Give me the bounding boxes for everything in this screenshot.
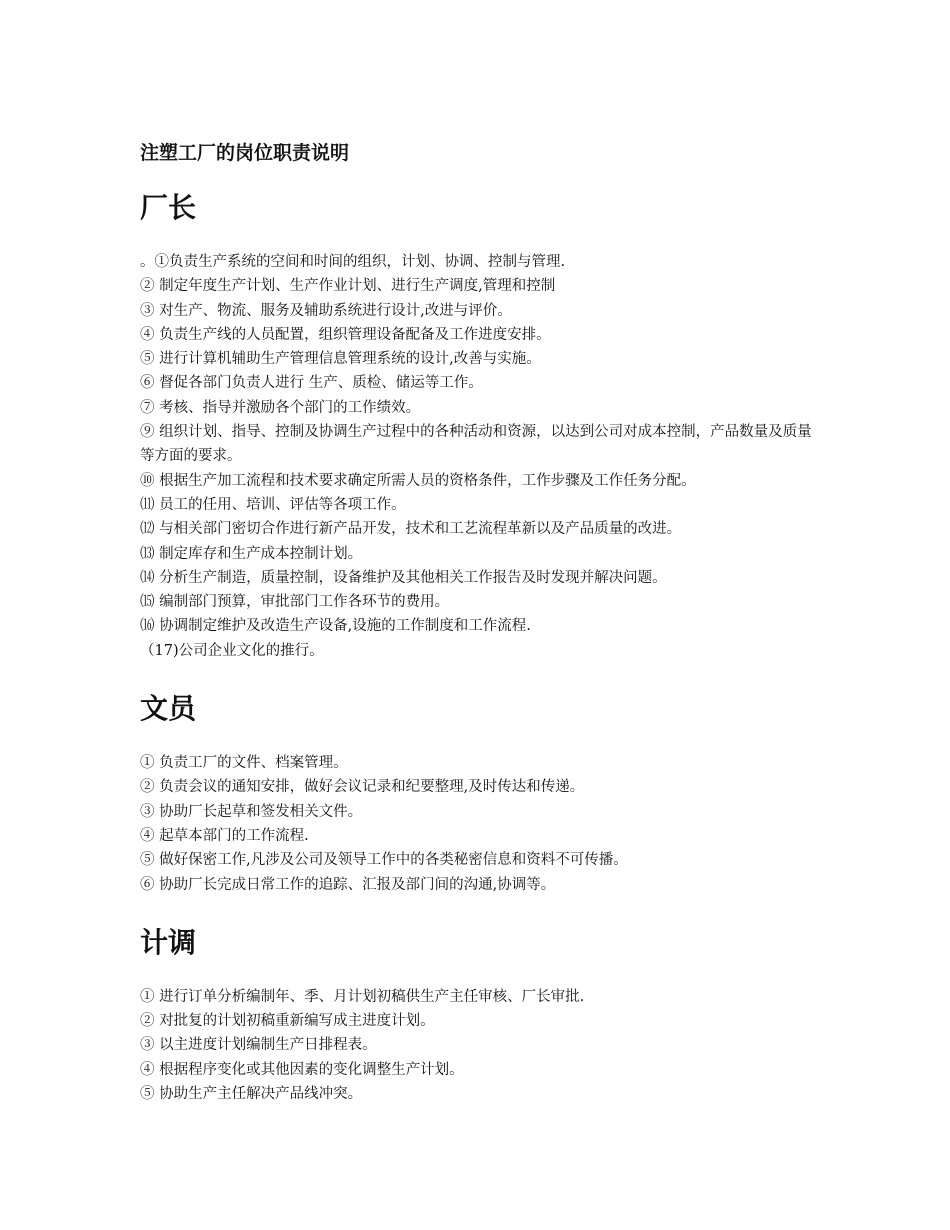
duty-item: ⑩ 根据生产加工流程和技术要求确定所需人员的资格条件，工作步骤及工作任务分配。 bbox=[140, 472, 696, 489]
duty-item: ⑿ 与相关部门密切合作进行新产品开发，技术和工艺流程革新以及产品质量的改进。 bbox=[140, 521, 682, 538]
duty-item: ② 对批复的计划初稿重新编写成主进度计划。 bbox=[140, 1013, 435, 1030]
section-heading: 厂长 bbox=[140, 191, 197, 224]
section-planner bbox=[140, 925, 820, 1106]
section-heading: 文员 bbox=[140, 692, 197, 726]
document-title: 注塑工厂的岗位职责说明 bbox=[140, 142, 350, 164]
duty-item: ① 进行订单分析编制年、季、月计划初稿供生产主任审核、厂长审批. bbox=[140, 988, 585, 1005]
duty-item: ③ 以主进度计划编制生产日排程表。 bbox=[140, 1037, 377, 1054]
section-factory-director bbox=[140, 190, 820, 663]
duty-item: ⑦ 考核、指导并激励各个部门的工作绩效。 bbox=[140, 399, 421, 416]
duty-item: ⒂ 编制部门预算，审批部门工作各环节的费用。 bbox=[140, 594, 450, 611]
document-page bbox=[140, 140, 820, 1134]
duty-item: ① 负责工厂的文件、档案管理。 bbox=[140, 755, 348, 772]
duty-item: ⑥ 督促各部门负责人进行 生产、质检、储运等工作。 bbox=[140, 375, 483, 392]
duty-item: （17)公司企业文化的推行。 bbox=[140, 642, 324, 659]
duty-list bbox=[140, 985, 820, 1106]
duty-item: ⒁ 分析生产制造，质量控制，设备维护及其他相关工作报告及时发现并解决问题。 bbox=[140, 569, 667, 586]
duty-item: ⑤ 做好保密工作,凡涉及公司及领导工作中的各类秘密信息和资料不可传播。 bbox=[140, 852, 628, 869]
section-clerk bbox=[140, 691, 820, 897]
duty-item: ⑤ 进行计算机辅助生产管理信息管理系统的设计,改善与实施。 bbox=[140, 351, 541, 368]
duty-item: ⒀ 制定库存和生产成本控制计划。 bbox=[140, 545, 363, 562]
duty-item: ⑾ 员工的任用、培训、评估等各项工作。 bbox=[140, 496, 406, 513]
duty-item: ⑥ 协助厂长完成日常工作的追踪、汇报及部门间的沟通,协调等。 bbox=[140, 876, 556, 893]
duty-item: ④ 负责生产线的人员配置，组织管理设备配备及工作进度安排。 bbox=[140, 326, 551, 343]
duty-list bbox=[140, 751, 820, 897]
duty-item: 。①负责生产系统的空间和时间的组织，计划、协调、控制与管理. bbox=[140, 254, 566, 270]
duty-item: ⒃ 协调制定维护及改造生产设备,设施的工作制度和工作流程. bbox=[140, 618, 531, 635]
duty-item: ② 制定年度生产计划、生产作业计划、进行生产调度,管理和控制 bbox=[140, 278, 556, 295]
duty-list bbox=[140, 250, 820, 663]
duty-item: ④ 起草本部门的工作流程. bbox=[140, 827, 309, 844]
duty-item: ⑨ 组织计划、指导、控制及协调生产过程中的各种活动和资源，以达到公司对成本控制，产品数量及质量等方面的要求。 bbox=[140, 424, 812, 465]
section-heading: 计调 bbox=[140, 925, 197, 959]
duty-item: ④ 根据程序变化或其他因素的变化调整生产计划。 bbox=[140, 1061, 464, 1078]
duty-item: ③ 协助厂长起草和签发相关文件。 bbox=[140, 803, 363, 820]
duty-item: ⑤ 协助生产主任解决产品线冲突。 bbox=[140, 1086, 363, 1103]
duty-item: ③ 对生产、物流、服务及辅助系统进行设计,改进与评价。 bbox=[140, 302, 512, 319]
duty-item: ② 负责会议的通知安排，做好会议记录和纪要整理,及时传达和传递。 bbox=[140, 779, 585, 796]
